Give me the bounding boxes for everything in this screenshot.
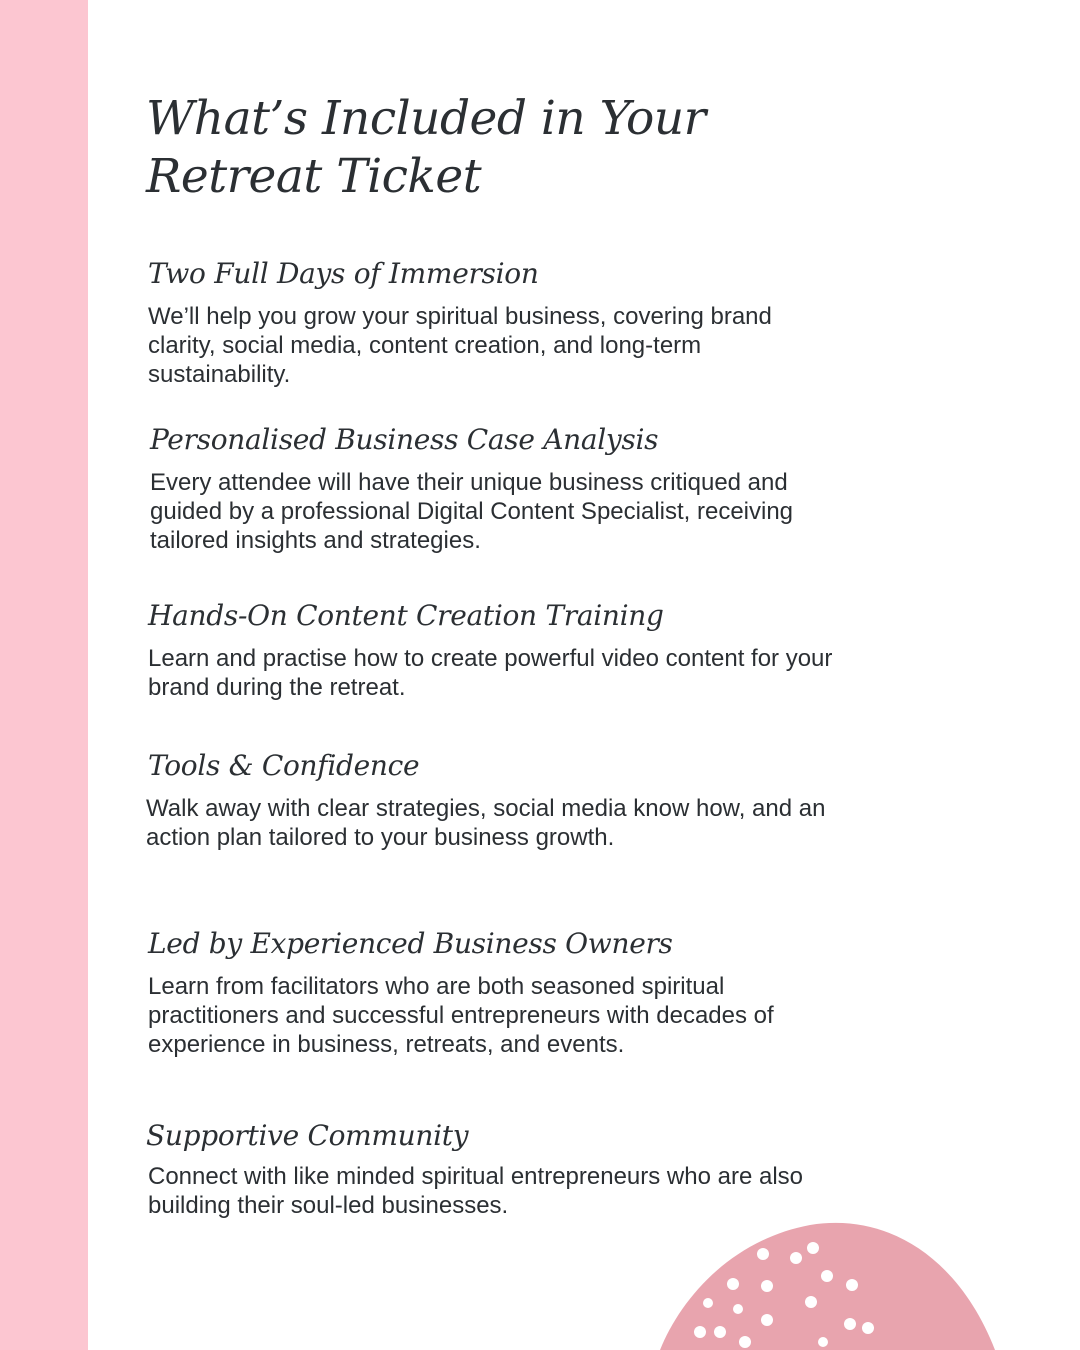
section-body: Connect with like minded spiritual entrepreneurs who are also building their soul-led businesses. (148, 1163, 804, 1219)
section-body: Learn and practise how to create powerful video content for your brand during the retreat. (148, 645, 833, 701)
section-heading: Two Full Days of Immersion (148, 257, 539, 290)
section-body: We’ll help you grow your spiritual business, covering brand clarity, social media, content creation, and long-term sustainability. (148, 303, 772, 388)
section-heading: Tools & Confidence (148, 749, 420, 782)
page-title: What’s Included in Your Retreat Ticket (146, 91, 706, 204)
feature-section-experienced-owners (148, 926, 848, 1059)
feature-section-content-training (148, 598, 848, 702)
feature-section-community (146, 1118, 846, 1220)
section-body: Learn from facilitators who are both seasoned spiritual practitioners and successful entrepreneurs with decades of experience in business, retreats, and events. (148, 973, 774, 1058)
section-heading: Hands-On Content Creation Training (148, 599, 664, 632)
decorative-dotted-blob (660, 1220, 1000, 1350)
section-heading: Led by Experienced Business Owners (148, 927, 673, 960)
blob-shape (660, 1223, 995, 1350)
feature-section-immersion (148, 256, 848, 389)
feature-section-tools-confidence (148, 748, 848, 852)
section-heading: Supportive Community (146, 1119, 469, 1152)
section-heading: Personalised Business Case Analysis (150, 423, 659, 456)
section-body: Walk away with clear strategies, social media know how, and an action plan tailored to your business growth. (146, 795, 826, 851)
side-accent-bar (0, 0, 88, 1350)
section-body: Every attendee will have their unique business critiqued and guided by a professional Digital Content Specialist, receiving tailored insights and strategies. (150, 469, 794, 554)
feature-section-business-analysis (150, 422, 850, 555)
